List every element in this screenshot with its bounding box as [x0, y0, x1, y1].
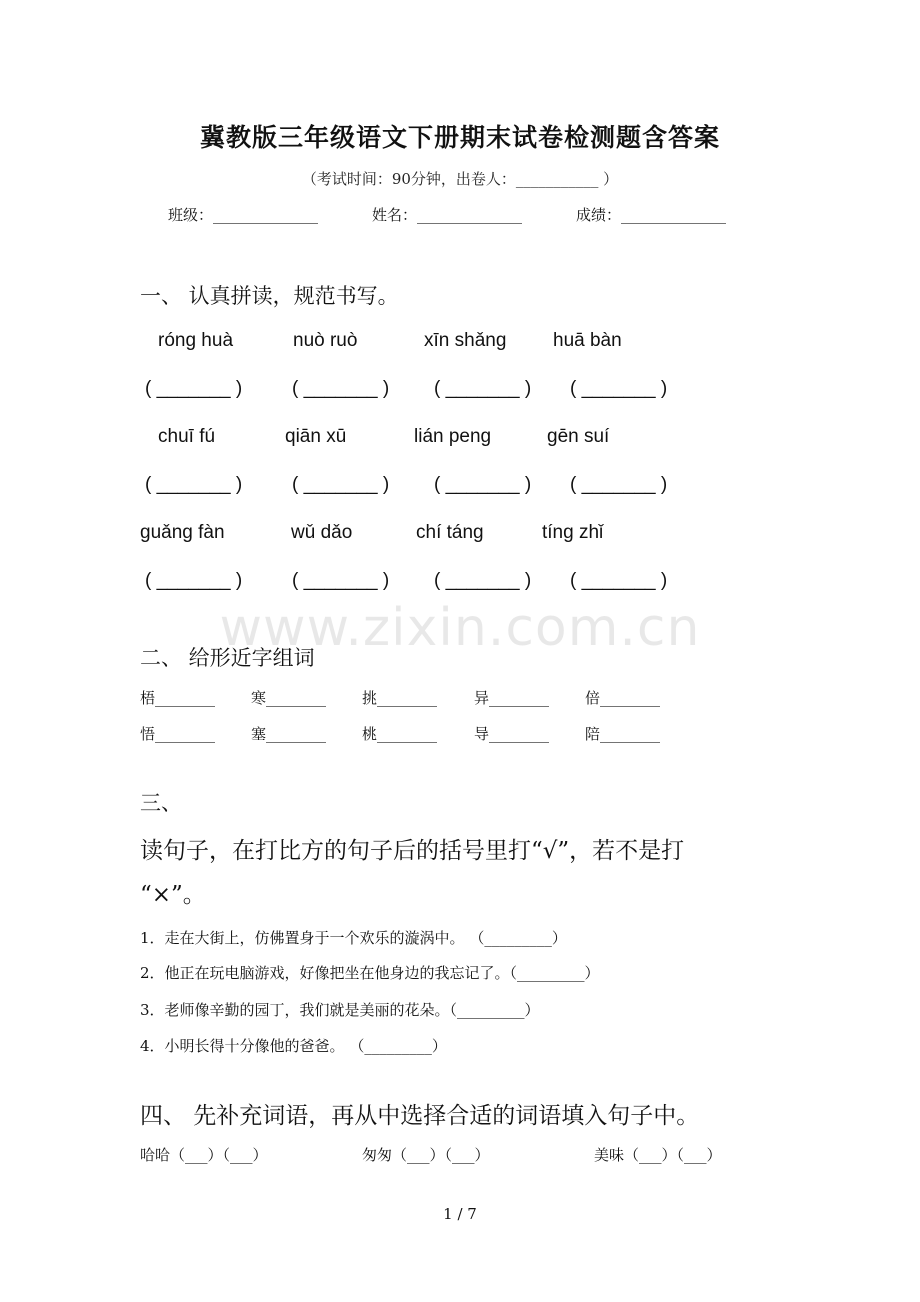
answer-blank: ( _______ ) — [292, 570, 390, 591]
question-item: 3．老师像辛勤的园丁，我们就是美丽的花朵。（_________） — [140, 1001, 540, 1019]
pinyin-item: róng huà — [158, 330, 234, 351]
pinyin-item: wǔ dǎo — [291, 522, 353, 543]
pinyin-item: gēn suí — [547, 426, 610, 447]
answer-blank: ( _______ ) — [145, 378, 243, 399]
section-4-heading: 四、 先补充词语，再从中选择合适的词语填入句子中。 — [140, 1103, 700, 1129]
pinyin-item: tíng zhǐ — [542, 522, 604, 543]
section-3-heading: 三、 — [140, 791, 182, 815]
pinyin-item: qiān xū — [285, 426, 347, 447]
question-item: 2．他正在玩电脑游戏，好像把坐在他身边的我忘记了。（_________） — [140, 964, 600, 982]
word-fill-item: 美味（___）（___） — [594, 1146, 722, 1164]
answer-blank: ( _______ ) — [292, 378, 390, 399]
answer-blank: ( _______ ) — [145, 474, 243, 495]
answer-blank: ( _______ ) — [292, 474, 390, 495]
pinyin-item: xīn shǎng — [424, 330, 507, 351]
score-field: 成绩：______________ — [576, 206, 727, 224]
char-item: 悟________ — [140, 725, 216, 743]
pinyin-item: guǎng fàn — [140, 522, 225, 543]
char-item: 梧________ — [140, 689, 216, 707]
pinyin-item: nuò ruò — [293, 330, 358, 351]
answer-blank: ( _______ ) — [434, 378, 532, 399]
char-item: 桃________ — [362, 725, 438, 743]
answer-blank: ( _______ ) — [434, 570, 532, 591]
pinyin-item: lián peng — [414, 426, 492, 447]
char-item: 陪________ — [585, 725, 661, 743]
question-item: 4．小明长得十分像他的爸爸。 （_________） — [140, 1037, 447, 1055]
section-2-heading: 二、 给形近字组词 — [140, 646, 315, 670]
page-number: 1 / 7 — [443, 1205, 477, 1223]
answer-blank: ( _______ ) — [570, 378, 668, 399]
section-3-instruction-cont: “×”。 — [140, 882, 206, 908]
word-fill-item: 匆匆（___）（___） — [362, 1146, 490, 1164]
char-item: 挑________ — [362, 689, 438, 707]
char-item: 异________ — [474, 689, 550, 707]
answer-blank: ( _______ ) — [145, 570, 243, 591]
question-item: 1．走在大街上，仿佛置身于一个欢乐的漩涡中。 （_________） — [140, 929, 567, 947]
char-item: 寒________ — [251, 689, 327, 707]
answer-blank: ( _______ ) — [570, 474, 668, 495]
char-item: 倍________ — [585, 689, 661, 707]
pinyin-item: huā bàn — [553, 330, 622, 351]
answer-blank: ( _______ ) — [570, 570, 668, 591]
pinyin-item: chuī fú — [158, 426, 216, 447]
pinyin-item: chí táng — [416, 522, 484, 543]
class-field: 班级：______________ — [168, 206, 319, 224]
name-field: 姓名：______________ — [372, 206, 523, 224]
word-fill-item: 哈哈（___）（___） — [140, 1146, 268, 1164]
exam-info-subtitle: （考试时间：90分钟，出卷人：___________ ） — [301, 170, 619, 188]
char-item: 导________ — [474, 725, 550, 743]
document-title: 冀教版三年级语文下册期末试卷检测题含答案 — [199, 123, 720, 152]
section-3-instruction: 读句子，在打比方的句子后的括号里打“√”，若不是打 — [140, 838, 685, 864]
char-item: 塞________ — [251, 725, 327, 743]
watermark: www.zixin.com.cn — [219, 598, 701, 658]
section-1-heading: 一、 认真拼读，规范书写。 — [140, 284, 399, 308]
answer-blank: ( _______ ) — [434, 474, 532, 495]
